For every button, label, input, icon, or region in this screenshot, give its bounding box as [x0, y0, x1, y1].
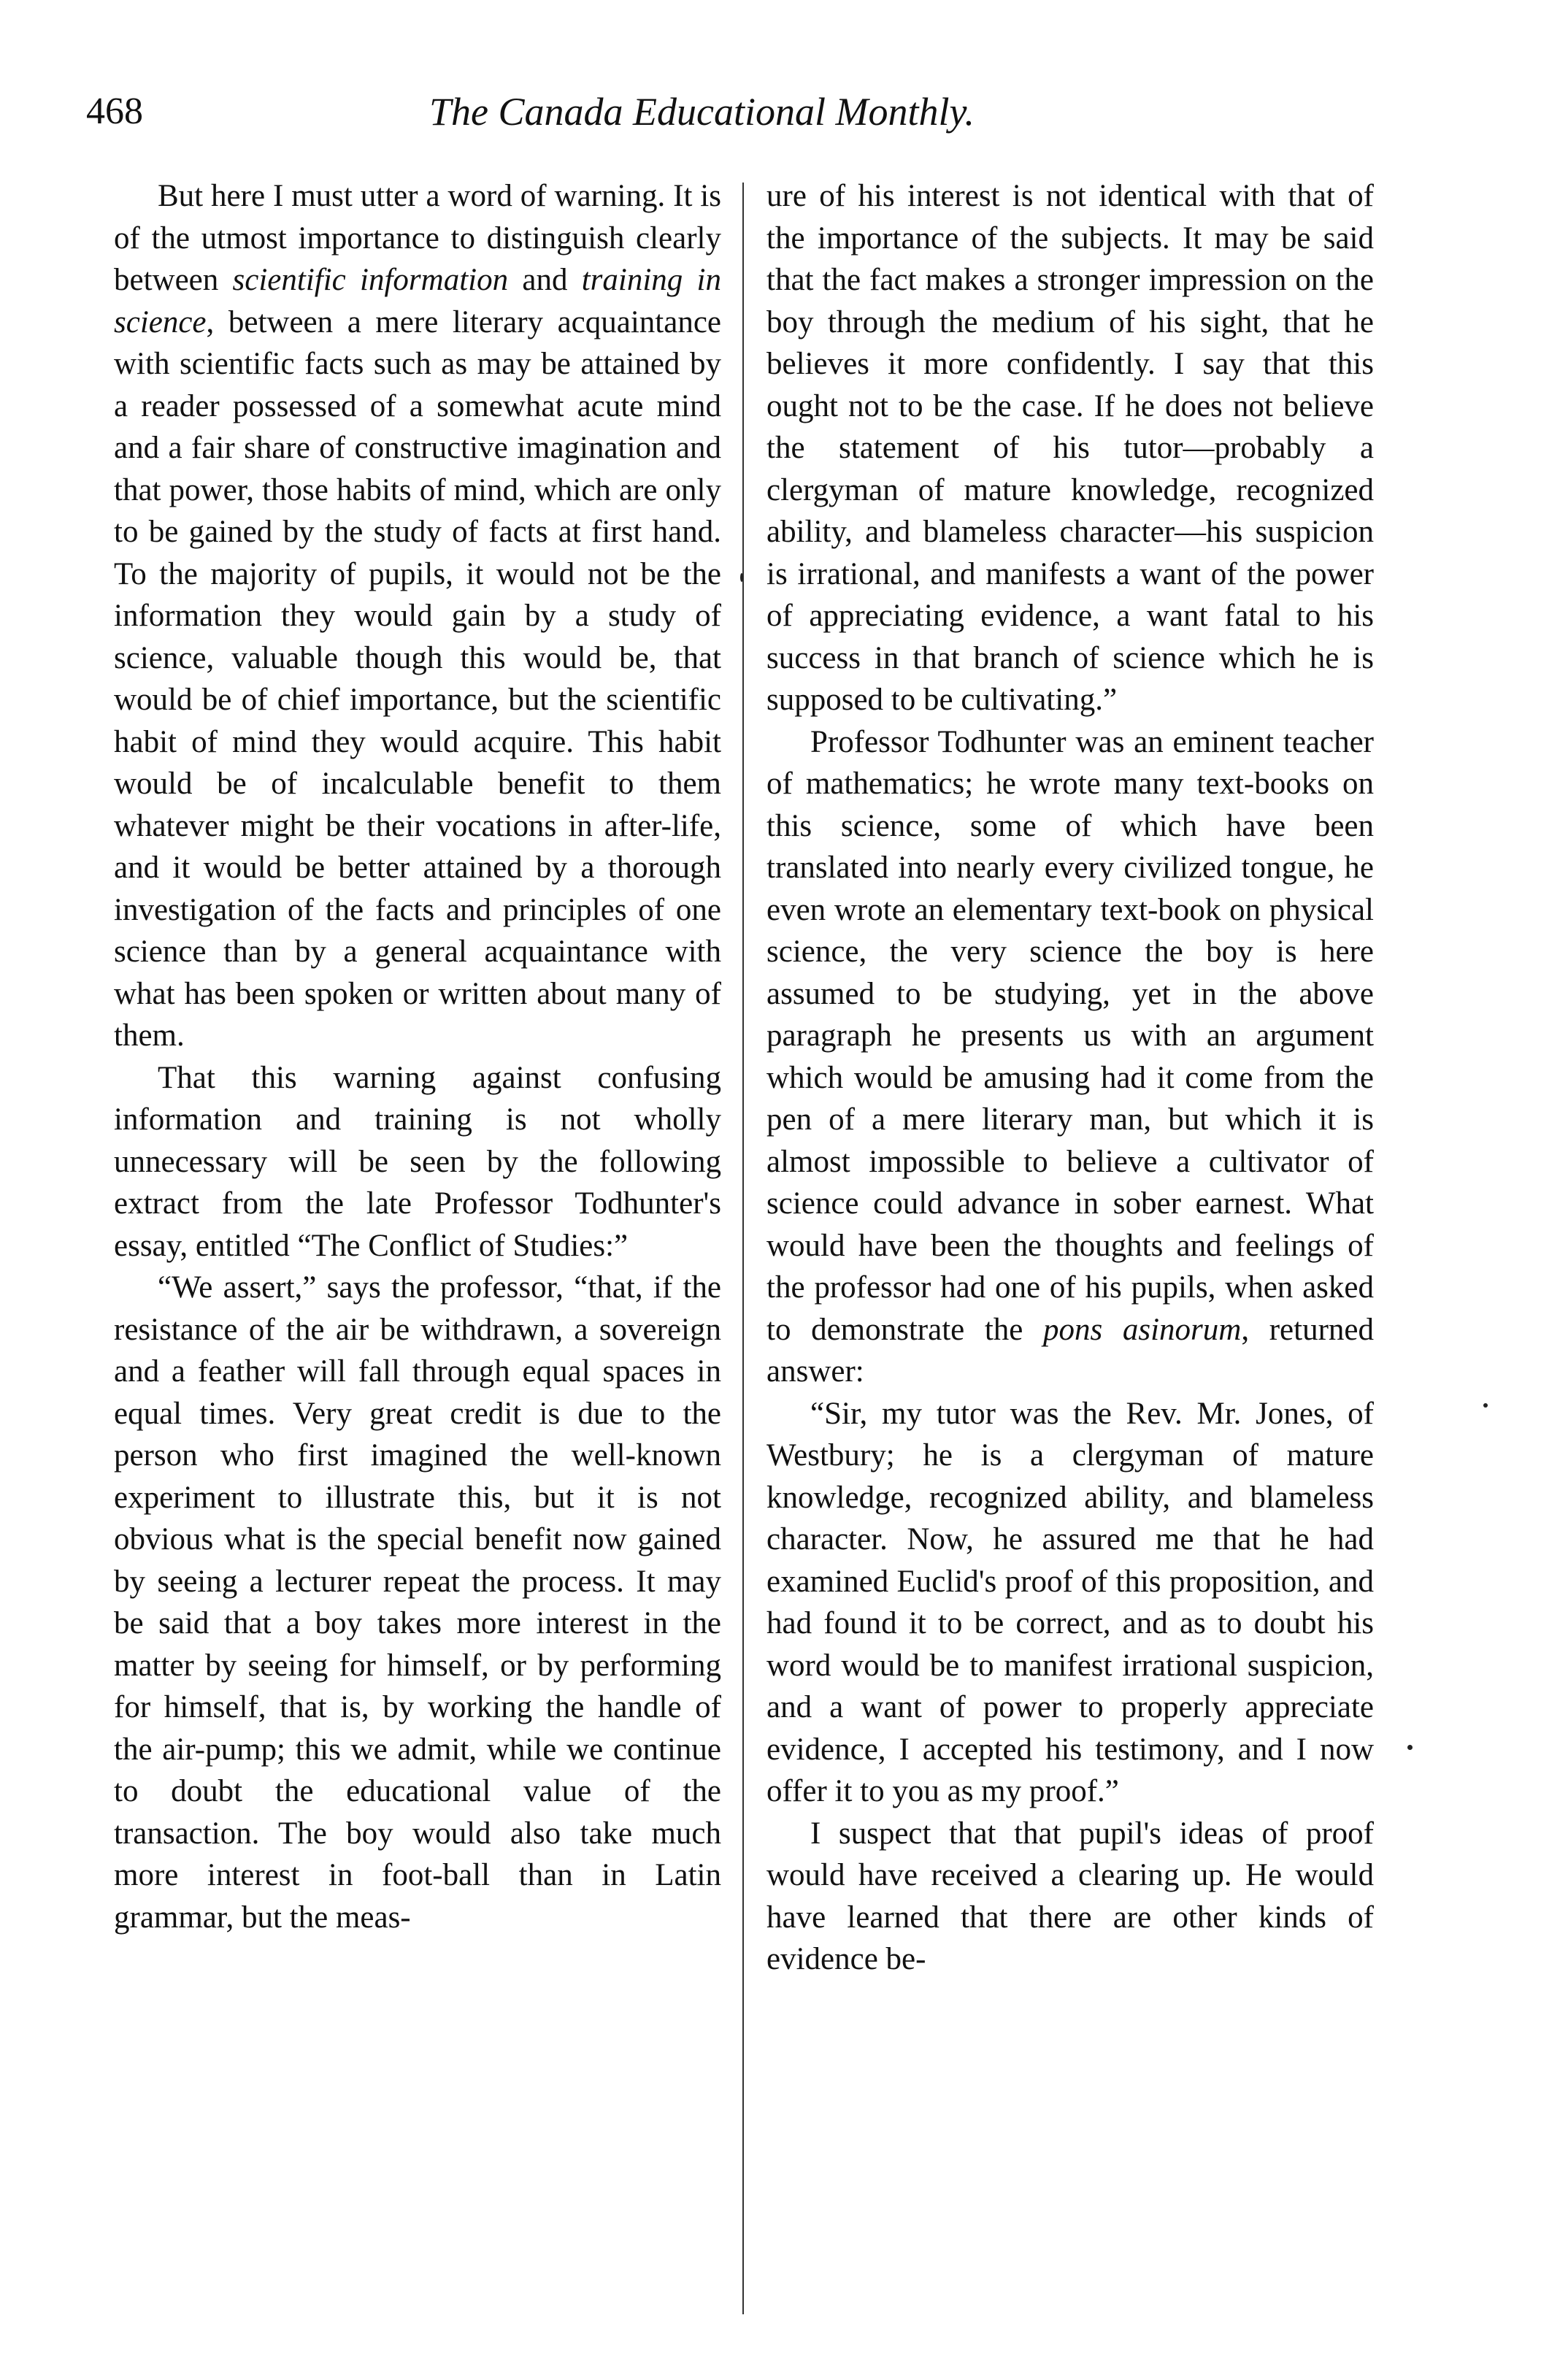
paragraph-todhunter-quote: “We assert,” says the professor, “that, if the resistance of the air be withdrawn, a sovereign and a feather will fall through equal spaces in equal times. Very great credit is due to the person who first imagined the well-known experiment to illustrate this, but it is not obvious what is the special benefit now gained by seeing a lecturer repeat the process. It may be said that a boy takes more interest in the matter by seeing for himself, or by performing for himself, that is, by working the handle of the air-pump; this we admit, while we continue to doubt the educational value of the transaction. The boy would also take much more interest in foot-ball than in Latin grammar, but the meas-: [114, 1270, 721, 1935]
print-speck: [1483, 1403, 1488, 1408]
paragraph-conclusion: I suspect that that pupil's ideas of proof would have received a clearing up. He would have learned that there are other kinds of evidence be-: [766, 1816, 1374, 1976]
right-column: [766, 175, 1374, 1981]
left-column: [114, 175, 721, 1938]
paragraph-todhunter-intro: That this warning against confusing information and training is not wholly unnecessary will be seen by the following extract from the late Professor Todhunter's essay, entitled “The Conflict of Studies:”: [114, 1060, 721, 1263]
running-title: The Canada Educational Monthly.: [429, 90, 975, 134]
paragraph-pupil-answer: “Sir, my tutor was the Rev. Mr. Jones, of Westbury; he is a clergyman of mature knowledge, recognized ability, and blameless character. Now, he assured me that he had examined Euclid's proof of this proposition, and had found it to be correct, and as to doubt his word would be to manifest irrational suspicion, and a want of power to properly appreciate evidence, I accepted his testimony, and I now offer it to you as my proof.”: [766, 1396, 1374, 1808]
print-speck: [1407, 1745, 1413, 1750]
emphasis-training-in-science: training in science: [114, 263, 721, 339]
paragraph-quote-continued: ure of his interest is not identical with that of the importance of the subjects. It may be said that the fact makes a stronger impression on the boy through the medium of his sight, that he believes it more confidently. I say that this ought not to be the case. If he does not believe the statement of his tutor—probably a clergyman of mature knowledge, recognized ability, and blameless character—his suspicion is irrational, and manifests a want of the power of appreciating evidence, a want fatal to his success in that branch of science which he is supposed to be cultivating.”: [766, 179, 1374, 717]
emphasis-scientific-information: scientific information: [232, 263, 509, 297]
paragraph-warning: But here I must utter a word of warning. It is of the utmost importance to distinguish clearly between scientific information and training in science, between a mere literary acquaintance with scientific facts such as may be attained by a reader possessed of a somewhat acute mind and a fair share of constructive imagination and that power, those habits of mind, which are only to be gained by the study of facts at first hand. To the majority of pupils, it would not be the information they would gain by a study of science, valuable though this would be, that would be of chief importance, but the scientific habit of mind they would acquire. This habit would be of incalculable benefit to them whatever might be their vocations in after-life, and it would be better attained by a thorough investigation of the facts and principles of one science than by a general acquaintance with what has been spoken or written about many of them.: [114, 179, 721, 1053]
emphasis-pons-asinorum: pons asinorum: [1043, 1312, 1242, 1347]
paragraph-todhunter-eminent: Professor Todhunter was an eminent teacher of mathematics; he wrote many text-books on this science, some of which have been translated into nearly every civilized tongue, he even wrote an elementary text-book on physical science, the very science the boy is here assumed to be studying, yet in the above paragraph he presents us with an argument which would be amusing had it come from the pen of a mere literary man, but which it is almost impossible to believe a cultivator of science could advance in sober earnest. What would have been the thoughts and feelings of the professor had one of his pupils, when asked to demonstrate the pons asinorum, returned answer:: [766, 724, 1374, 1389]
page-number: 468: [86, 91, 143, 132]
print-speck: [740, 573, 743, 582]
column-divider: [742, 183, 744, 2314]
page-header: [86, 86, 1064, 145]
